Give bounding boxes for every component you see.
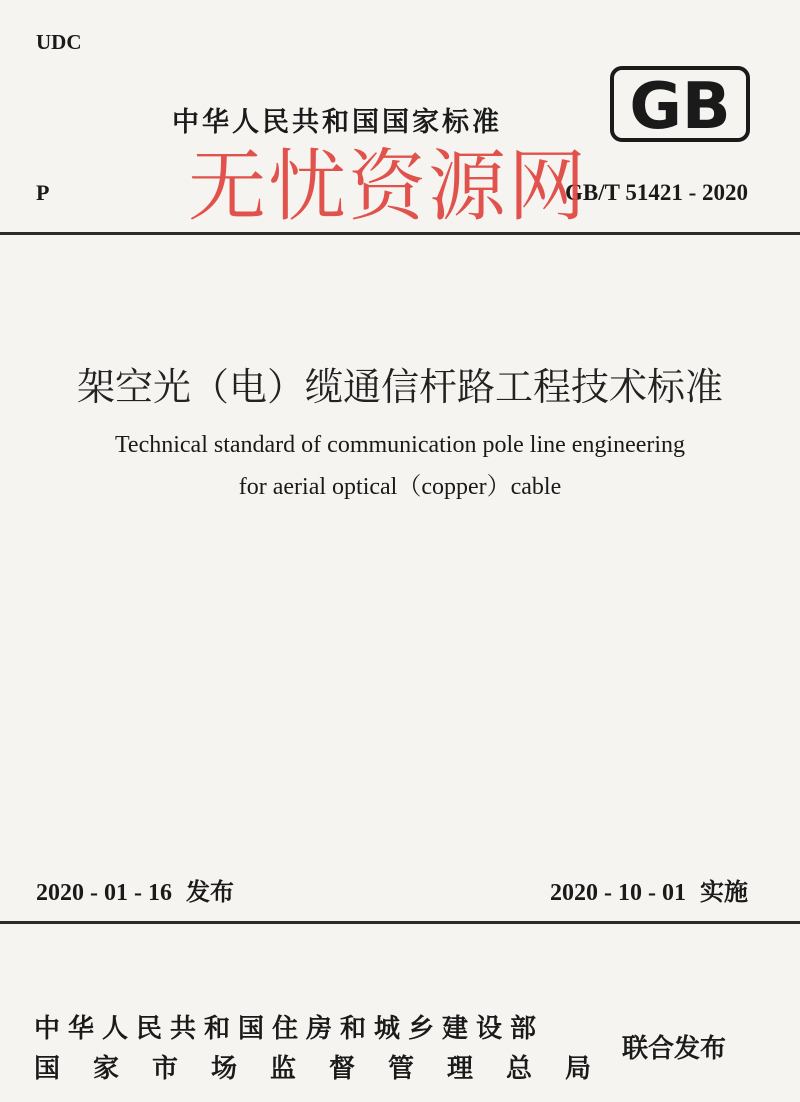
- title-english-line1: Technical standard of communication pole line engineering: [114, 432, 686, 458]
- top-divider: [0, 232, 800, 235]
- gb-logo-text: GB: [629, 70, 731, 142]
- title-english-line2: for aerial optical（copper）cable: [238, 474, 562, 500]
- implement-date: 2020 - 10 - 01: [550, 880, 686, 906]
- classification-code: P: [36, 180, 50, 205]
- issue-date: 2020 - 01 - 16: [36, 880, 172, 906]
- gb-logo: [610, 66, 750, 142]
- publisher-line2: 国家市场监督管理总局: [34, 1054, 625, 1084]
- udc-label: UDC: [36, 30, 82, 54]
- standard-number: GB/T 51421 - 2020: [565, 180, 748, 205]
- implement-label: 实施: [700, 878, 748, 906]
- issue-date-block: [36, 872, 234, 907]
- title-chinese: 架空光（电）缆通信杆路工程技术标准: [76, 365, 723, 409]
- standard-category: 中华人民共和国国家标准: [172, 107, 502, 138]
- implement-date-block: [550, 872, 748, 907]
- issue-label: 发布: [185, 878, 234, 906]
- watermark-text: 无忧资源网: [188, 142, 589, 232]
- publisher-line1: 中华人民共和国住房和城乡建设部: [34, 1014, 545, 1044]
- bottom-divider: [0, 921, 800, 924]
- joint-publish-label: 联合发布: [622, 1034, 727, 1064]
